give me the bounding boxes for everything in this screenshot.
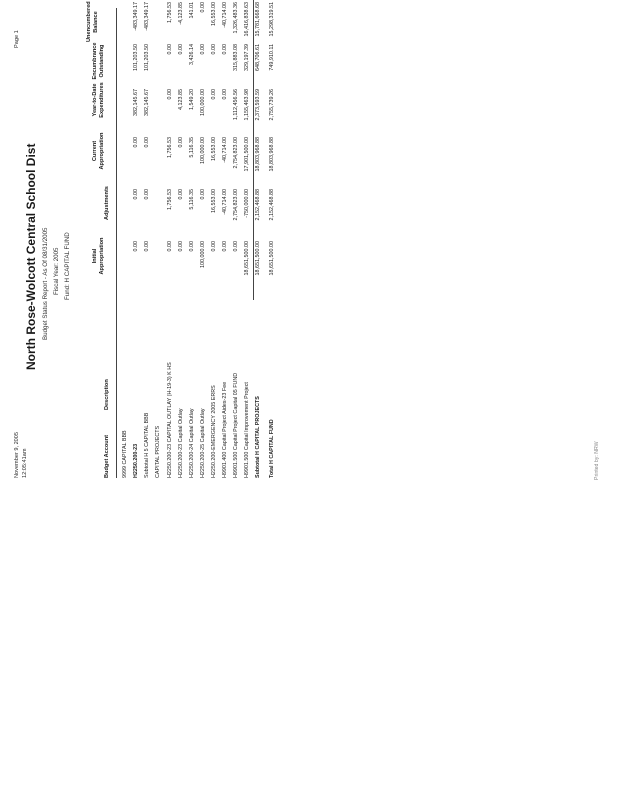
row-cell: 0.00	[222, 241, 228, 252]
row-cell: 2,755,739.26	[269, 89, 275, 121]
report-date: November 9, 2005	[14, 431, 20, 478]
report-subtitle: Budget Status Report - As Of 08/31/2005	[42, 227, 49, 340]
col-description: Description	[104, 379, 110, 410]
row-account: H2250.200-25 Capital Outlay	[200, 408, 206, 478]
row-account: Subtotal H 5 CAPITAL BBB	[144, 412, 150, 478]
row-account: 9999 CAPITAL BBB	[122, 430, 128, 478]
row-cell: 2,754,823.00	[233, 189, 239, 221]
row-cell: 17,901,500.00	[244, 137, 250, 172]
row-account: H2250.200-23	[133, 443, 139, 478]
fund-label: Fund: H CAPITAL FUND	[64, 232, 71, 300]
row-cell: -40,714.00	[222, 189, 228, 215]
row-cell: 18,651,500.00	[255, 241, 261, 276]
row-cell: 0.00	[167, 44, 173, 55]
row-cell: 0.00	[222, 44, 228, 55]
row-cell: 0.00	[200, 2, 206, 13]
row-cell: 0.00	[211, 44, 217, 55]
row-account: H2250.200-EMERGENCY 2005 ERRS	[211, 385, 217, 478]
row-cell: 1,756.53	[167, 137, 173, 158]
row-cell: 0.00	[211, 89, 217, 100]
printed-by: Printed by: NRW	[594, 441, 600, 480]
row-cell: 16,553.00	[211, 137, 217, 161]
page-number: Page 1	[14, 30, 20, 48]
row-cell: 141.01	[189, 2, 195, 19]
row-cell: 1,326,483.36	[233, 2, 239, 34]
row-cell: 2,152,468.88	[269, 189, 275, 221]
row-account: H2250.200-24 Capital Outlay	[189, 408, 195, 478]
row-cell: 749,910.11	[269, 44, 275, 71]
row-cell: 3,426.14	[189, 44, 195, 65]
row-account: Subtotal H CAPITAL PROJECTS	[255, 396, 261, 478]
row-cell: 0.00	[200, 189, 206, 200]
row-cell: -750,000.00	[244, 189, 250, 218]
row-cell: 101,203.50	[144, 44, 150, 71]
row-cell: 2,152,468.88	[255, 189, 261, 221]
col-current-appropriation: Current Appropriation	[92, 132, 105, 170]
row-account: H9901.500 Capital Project Capital 05 FUND	[233, 372, 239, 478]
row-account: H2250.200-23 CAPITAL OUTLAY (H-19-3) K HS	[167, 362, 173, 478]
row-cell: 15,298,319.51	[269, 2, 275, 37]
page-title: North Rose-Wolcott Central School Dist	[24, 143, 38, 370]
row-cell: 18,803,968.88	[255, 137, 261, 172]
col-budget-account: Budget Account	[104, 435, 110, 478]
row-account: H9901.500 Capital Improvement Project	[244, 382, 250, 478]
row-cell: 329,197.39	[244, 44, 250, 71]
row-cell: 0.00	[144, 137, 150, 148]
row-account: Total H CAPITAL FUND	[269, 419, 275, 478]
row-cell: 5,116.35	[189, 137, 195, 158]
row-cell: 100,000.00	[200, 137, 206, 164]
row-cell: 18,803,968.88	[269, 137, 275, 172]
row-cell: 0.00	[133, 137, 139, 148]
row-cell: 16,416,838.63	[244, 2, 250, 37]
row-cell: 0.00	[167, 241, 173, 252]
col-ytd-expenditures: Year-to-Date Expenditures	[92, 82, 105, 118]
row-cell: 16,553.00	[211, 189, 217, 213]
row-cell: 0.00	[189, 241, 195, 252]
row-cell: -483,349.17	[133, 2, 139, 31]
row-cell: 0.00	[211, 241, 217, 252]
col-encumbrance: Encumbrance Outstanding	[92, 42, 105, 80]
row-cell: 18,651,500.00	[269, 241, 275, 276]
row-cell: 0.00	[144, 241, 150, 252]
row-cell: 0.00	[178, 44, 184, 55]
fiscal-year: Fiscal Year: 2005	[53, 247, 60, 295]
row-cell: 18,651,500.00	[244, 241, 250, 276]
row-cell: 100,000.00	[200, 89, 206, 116]
row-cell: 382,145.67	[144, 89, 150, 116]
row-cell: 0.00	[133, 189, 139, 200]
row-cell: 0.00	[200, 44, 206, 55]
row-cell: 1,756.53	[167, 2, 173, 23]
row-cell: 0.00	[233, 241, 239, 252]
row-cell: 101,203.50	[133, 44, 139, 71]
row-cell: 0.00	[144, 189, 150, 200]
row-cell: 2,754,823.00	[233, 137, 239, 169]
row-cell: 1,112,456.56	[233, 89, 239, 121]
row-cell: 2,373,593.59	[255, 89, 261, 121]
row-cell: 1,549.20	[189, 89, 195, 110]
report-time: 12:05:41am	[22, 448, 28, 478]
row-cell: -483,349.17	[144, 2, 150, 31]
row-cell: 15,781,668.68	[255, 2, 261, 37]
row-cell: 1,756.53	[167, 189, 173, 210]
row-account: CAPITAL PROJECTS	[155, 425, 161, 478]
row-cell: 315,883.08	[233, 44, 239, 71]
row-cell: 0.00	[178, 137, 184, 148]
row-cell: 5,116.35	[189, 189, 195, 210]
row-cell: 0.00	[167, 89, 173, 100]
row-cell: 1,155,463.98	[244, 89, 250, 121]
row-cell: 0.00	[178, 189, 184, 200]
row-cell: -4,123.85	[178, 2, 184, 25]
row-cell: 0.00	[133, 241, 139, 252]
row-cell: -40,714.00	[222, 137, 228, 163]
col-unencumbered: Unencumbered Balance	[86, 1, 99, 42]
row-cell: 16,553.00	[211, 2, 217, 26]
row-cell: 0.00	[222, 89, 228, 100]
row-cell: 4,123.85	[178, 89, 184, 110]
row-cell: 382,145.67	[133, 89, 139, 116]
col-initial-appropriation: Initial Appropriation	[92, 237, 105, 275]
row-account: H2250.200-23 Capital Outlay	[178, 408, 184, 478]
subtotal-rule	[253, 0, 254, 300]
col-adjustments: Adjustments	[104, 186, 110, 220]
row-account: H9901.400 Capital Project Aides-23 Fee	[222, 381, 228, 478]
row-cell: 100,000.00	[200, 241, 206, 268]
row-cell: -40,714.00	[222, 2, 228, 28]
row-cell: 0.00	[178, 241, 184, 252]
header-rule	[116, 8, 117, 478]
row-cell: 648,706.61	[255, 44, 261, 71]
